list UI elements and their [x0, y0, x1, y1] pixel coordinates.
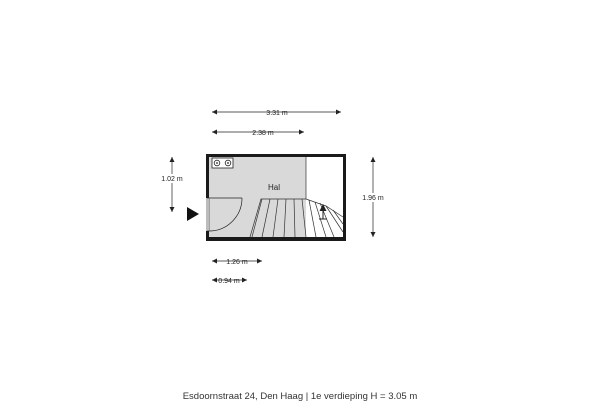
entrance-arrow-icon [187, 207, 199, 221]
stair-floor [306, 157, 343, 237]
svg-text:2.38 m: 2.38 m [252, 130, 274, 137]
dimension-right-height [359, 157, 387, 237]
svg-text:1.26 m: 1.26 m [226, 259, 248, 266]
hall-floor [209, 157, 306, 237]
dimension-top-partial [212, 130, 304, 137]
dimension-left-height [158, 157, 186, 212]
dimension-top-total [212, 110, 341, 117]
dimension-bottom-1 [212, 259, 262, 266]
svg-text:1.96 m: 1.96 m [362, 195, 384, 202]
dimension-bottom-2 [212, 278, 247, 285]
svg-text:1.02 m: 1.02 m [161, 176, 183, 183]
plan-caption: Esdoornstraat 24, Den Haag | 1e verdieping H = 3.05 m [182, 391, 418, 402]
svg-text:3.31 m: 3.31 m [266, 110, 288, 117]
room-label-hal: Hal [267, 183, 281, 192]
svg-text:0.94 m: 0.94 m [218, 278, 240, 285]
boiler-icon [212, 158, 233, 168]
